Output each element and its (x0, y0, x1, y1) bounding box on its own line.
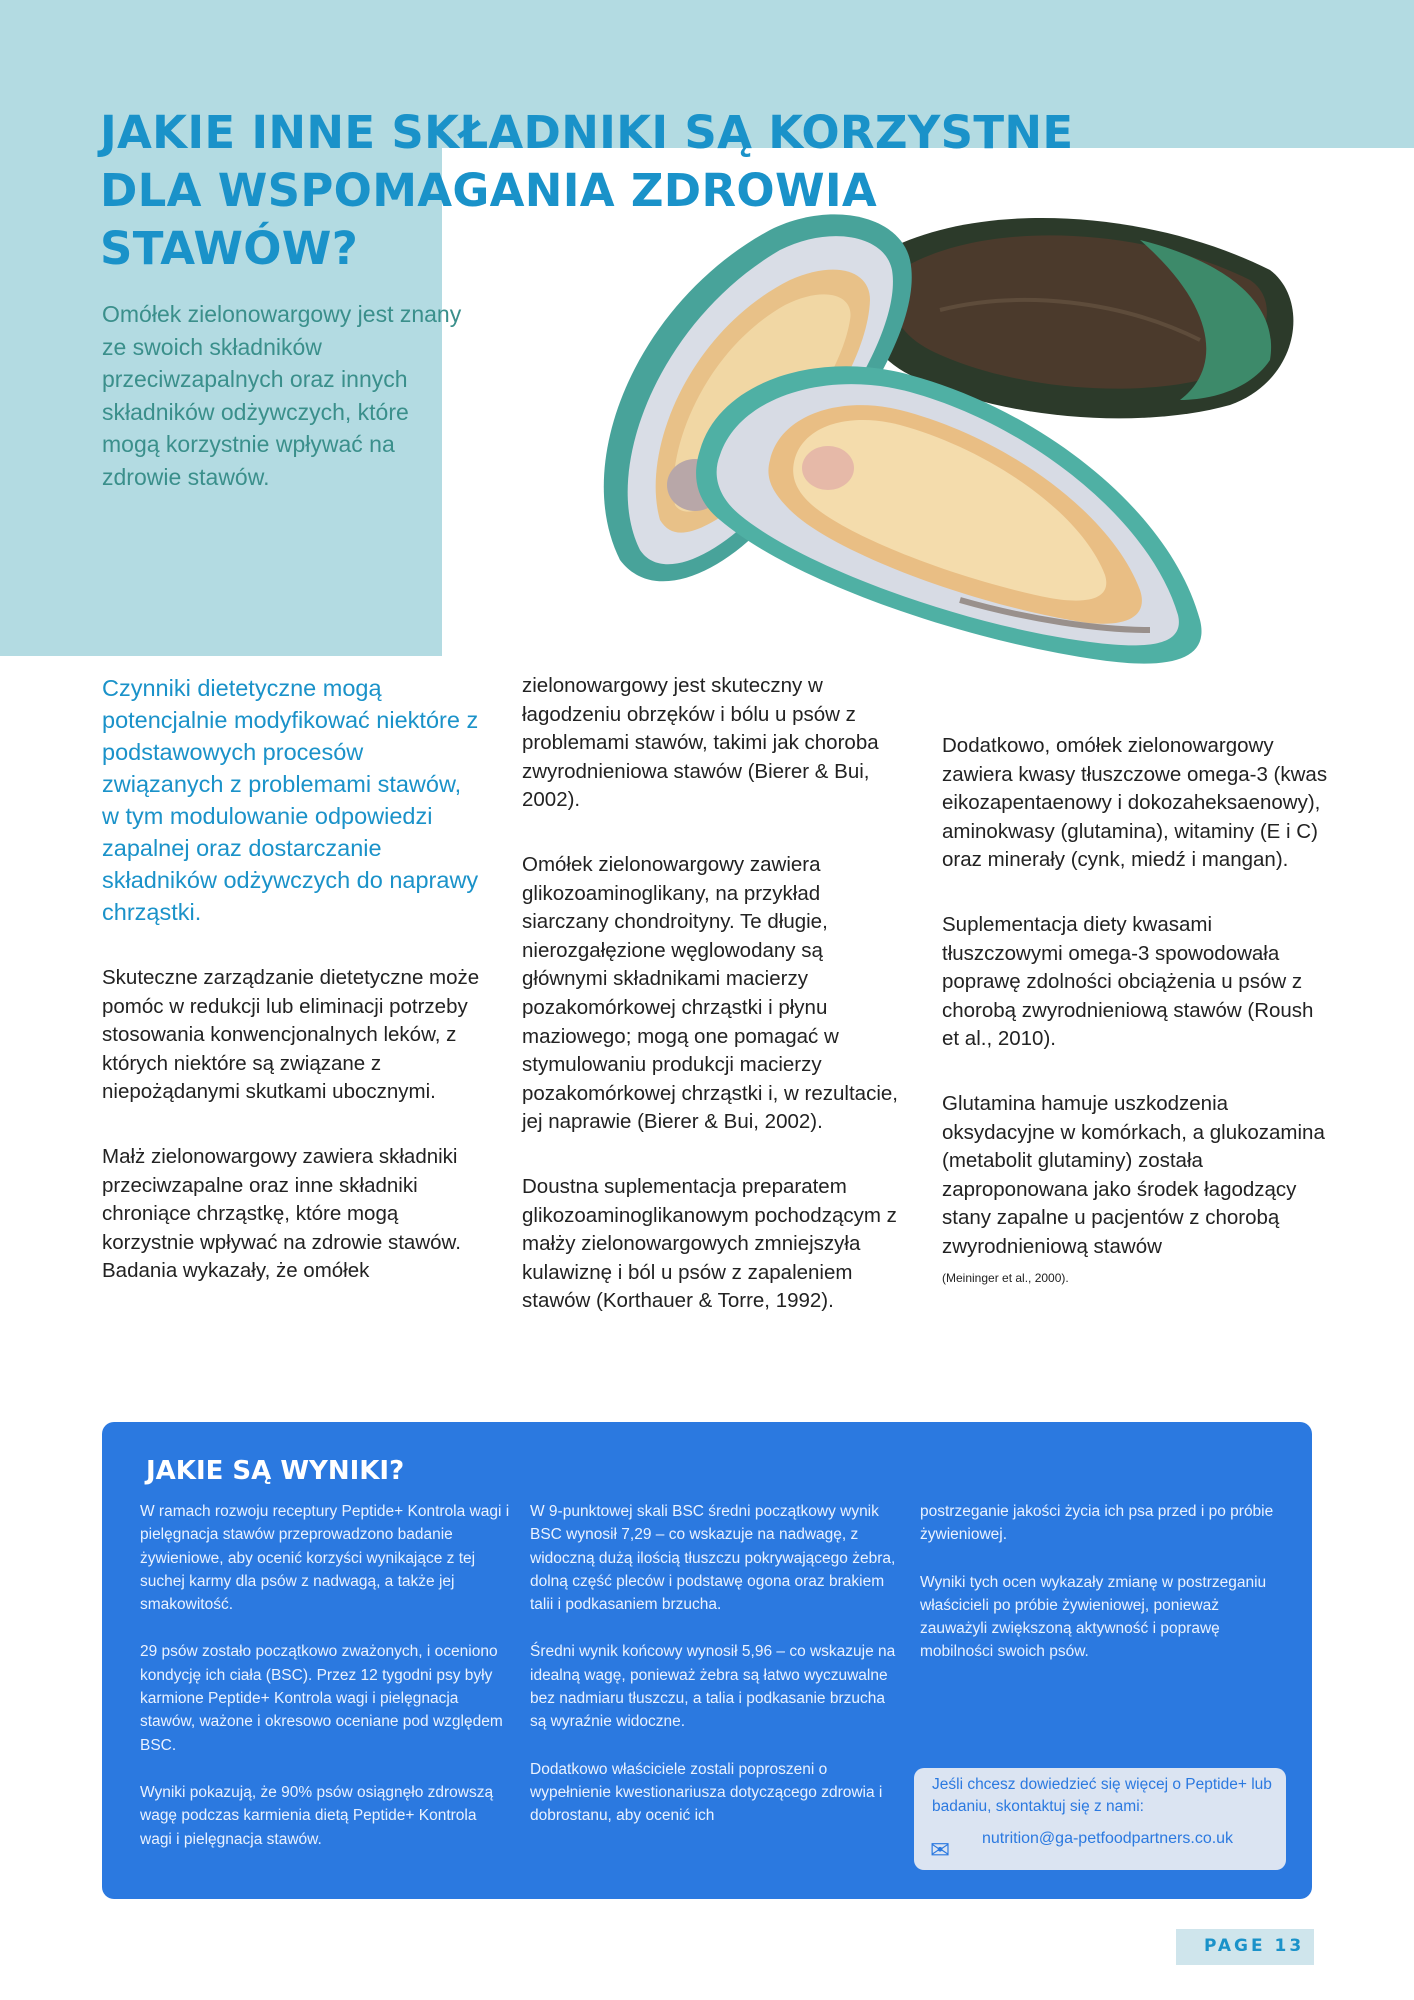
mussels-photo (580, 200, 1300, 700)
results-panel (102, 1422, 1312, 1899)
column-1-paragraph-2: Małż zielonowargowy zawiera składniki przeciwzapalne oraz inne składniki chroniące chrząstkę, które mogą korzystnie wpływać na zdrowie stawów. Badania wykazały, że omółek (102, 1144, 461, 1283)
column-1-lead: Czynniki dietetyczne mogą potencjalnie modyfikować niektóre z podstawowych procesów związanych z problemami stawów, w tym modulowanie odpowiedzi zapalnej oraz dostarczanie składników odżywczych do naprawy chrząstki. (102, 675, 479, 925)
results-title: JAKIE SĄ WYNIKI? (146, 1456, 405, 1486)
column-3-paragraph-3 (942, 1090, 1332, 1290)
results-column-3 (920, 1500, 1290, 1688)
page-title-line-1: JAKIE INNE SKŁADNIKI SĄ KORZYSTNE (100, 106, 1074, 159)
results-paragraph: postrzeganie jakości życia ich psa przed i po próbie żywieniowej. (920, 1503, 1274, 1544)
intro-text: Omółek zielonowargowy jest znany ze swoich składników przeciwzapalnych oraz innych składników odżywczych, które mogą korzystnie wpływać na zdrowie stawów. (102, 301, 462, 490)
results-paragraph: Wyniki tych ocen wykazały zmianę w postrzeganiu właścicieli po próbie żywieniowej, ponieważ zauważyli zwiększoną aktywność i poprawę mobilności swoich psów. (920, 1573, 1267, 1661)
results-column-1 (140, 1500, 510, 1875)
results-column-2 (530, 1500, 900, 1852)
column-2-paragraph-3: Doustna suplementacja preparatem glikozoaminoglikanowym pochodzącym z małży zielonowargowych zmniejszyła kulawiznę i ból u psów z zapaleniem stawów (Korthauer & Torre, 1992). (522, 1174, 897, 1313)
column-2 (522, 672, 907, 1352)
results-paragraph: Średni wynik końcowy wynosił 5,96 – co wskazuje na idealną wagę, ponieważ żebra są łatwo wyczuwalne bez nadmiaru tłuszczu, a talia i podkasanie brzucha są wyraźnie widoczne. (530, 1643, 896, 1731)
column-3 (942, 732, 1332, 1290)
page-number-box (1176, 1929, 1314, 1965)
column-3-paragraph-1: Dodatkowo, omółek zielonowargowy zawiera kwasy tłuszczowe omega-3 (kwas eikozapentaenowy i dokozaheksaenowy), aminokwasy (glutamina), witaminy (E i C) oraz minerały (cynk, miedź i mangan). (942, 734, 1328, 872)
column-2-paragraph-1: zielonowargowy jest skuteczny w łagodzeniu obrzęków i bólu u psów z problemami stawów, takimi jak choroba zwyrodnieniowa stawów (Bierer & Bui, 2002). (522, 674, 879, 812)
results-paragraph: Wyniki pokazują, że 90% psów osiągnęło zdrowszą wagę podczas karmienia dietą Peptide+ Kontrola wagi i pielęgnacja stawów. (140, 1783, 494, 1848)
results-paragraph: W 9-punktowej skali BSC średni początkowy wynik BSC wynosił 7,29 – co wskazuje na nadwagę, z widoczną dużą ilością tłuszczu pokrywającego żebra, dolną część pleców i podstawę ogona oraz brakiem talii i podkasaniem brzucha. (530, 1503, 896, 1614)
page-number: PAGE 13 (1204, 1936, 1305, 1956)
column-1-paragraph-1: Skuteczne zarządzanie dietetyczne może pomóc w redukcji lub eliminacji potrzeby stosowania konwencjonalnych leków, z których niektóre są związane z niepożądanymi skutkami ubocznymi. (102, 966, 480, 1104)
results-paragraph: 29 psów zostało początkowo zważonych, i oceniono kondycję ich ciała (BSC). Przez 12 tygodni psy były karmione Peptide+ Kontrola wagi i pielęgnacja stawów, ważone i okresowo oceniane pod względem BSC. (140, 1643, 503, 1754)
page-title-line-2: DLA WSPOMAGANIA ZDROWIA STAWÓW? (100, 164, 878, 275)
envelope-icon: ✉ (930, 1837, 951, 1864)
column-3-paragraph-2: Suplementacja diety kwasami tłuszczowymi omega-3 spowodowała poprawę zdolności obciążenia u psów z chorobą zwyrodnieniową stawów (Roush et al., 2010). (942, 912, 1314, 1051)
column-3-paragraph-3-text: Glutamina hamuje uszkodzenia oksydacyjne w komórkach, a glukozamina (metabolit glutaminy) została zaproponowana jako środek łagodzący stany zapalne u pacjentów z chorobą zwyrodnieniową stawów (942, 1091, 1325, 1258)
results-paragraph: Dodatkowo właściciele zostali poproszeni o wypełnienie kwestionariusza dotyczącego zdrowia i dobrostanu, aby ocenić ich (530, 1760, 883, 1825)
column-2-paragraph-2: Omółek zielonowargowy zawiera glikozoaminoglikany, na przykład siarczany chondroityny. Te długie, nierozgałęzione węglowodany są głównymi składnikami macierzy pozakomórkowej chrząstki i płynu maziowego; mogą one pomagać w stymulowaniu produkcji macierzy pozakomórkowej chrząstki i, w rezultacie, jej naprawie (Bierer & Bui, 2002). (522, 852, 898, 1134)
citation: (Meininger et al., 2000). (942, 1270, 1069, 1285)
contact-text: Jeśli chcesz dowiedzieć się więcej o Peptide+ lub badaniu, skontaktuj się z nami: (932, 1776, 1272, 1815)
results-paragraph: W ramach rozwoju receptury Peptide+ Kontrola wagi i pielęgnacja stawów przeprowadzono badanie żywieniowe, aby ocenić korzyści wynikające z tej suchej karmy dla psów z nadwagą, a także jej smakowitość. (140, 1503, 510, 1614)
contact-email-link[interactable]: nutrition@ga-petfoodpartners.co.uk (982, 1830, 1234, 1847)
contact-box (914, 1768, 1286, 1870)
column-1 (102, 672, 482, 1322)
